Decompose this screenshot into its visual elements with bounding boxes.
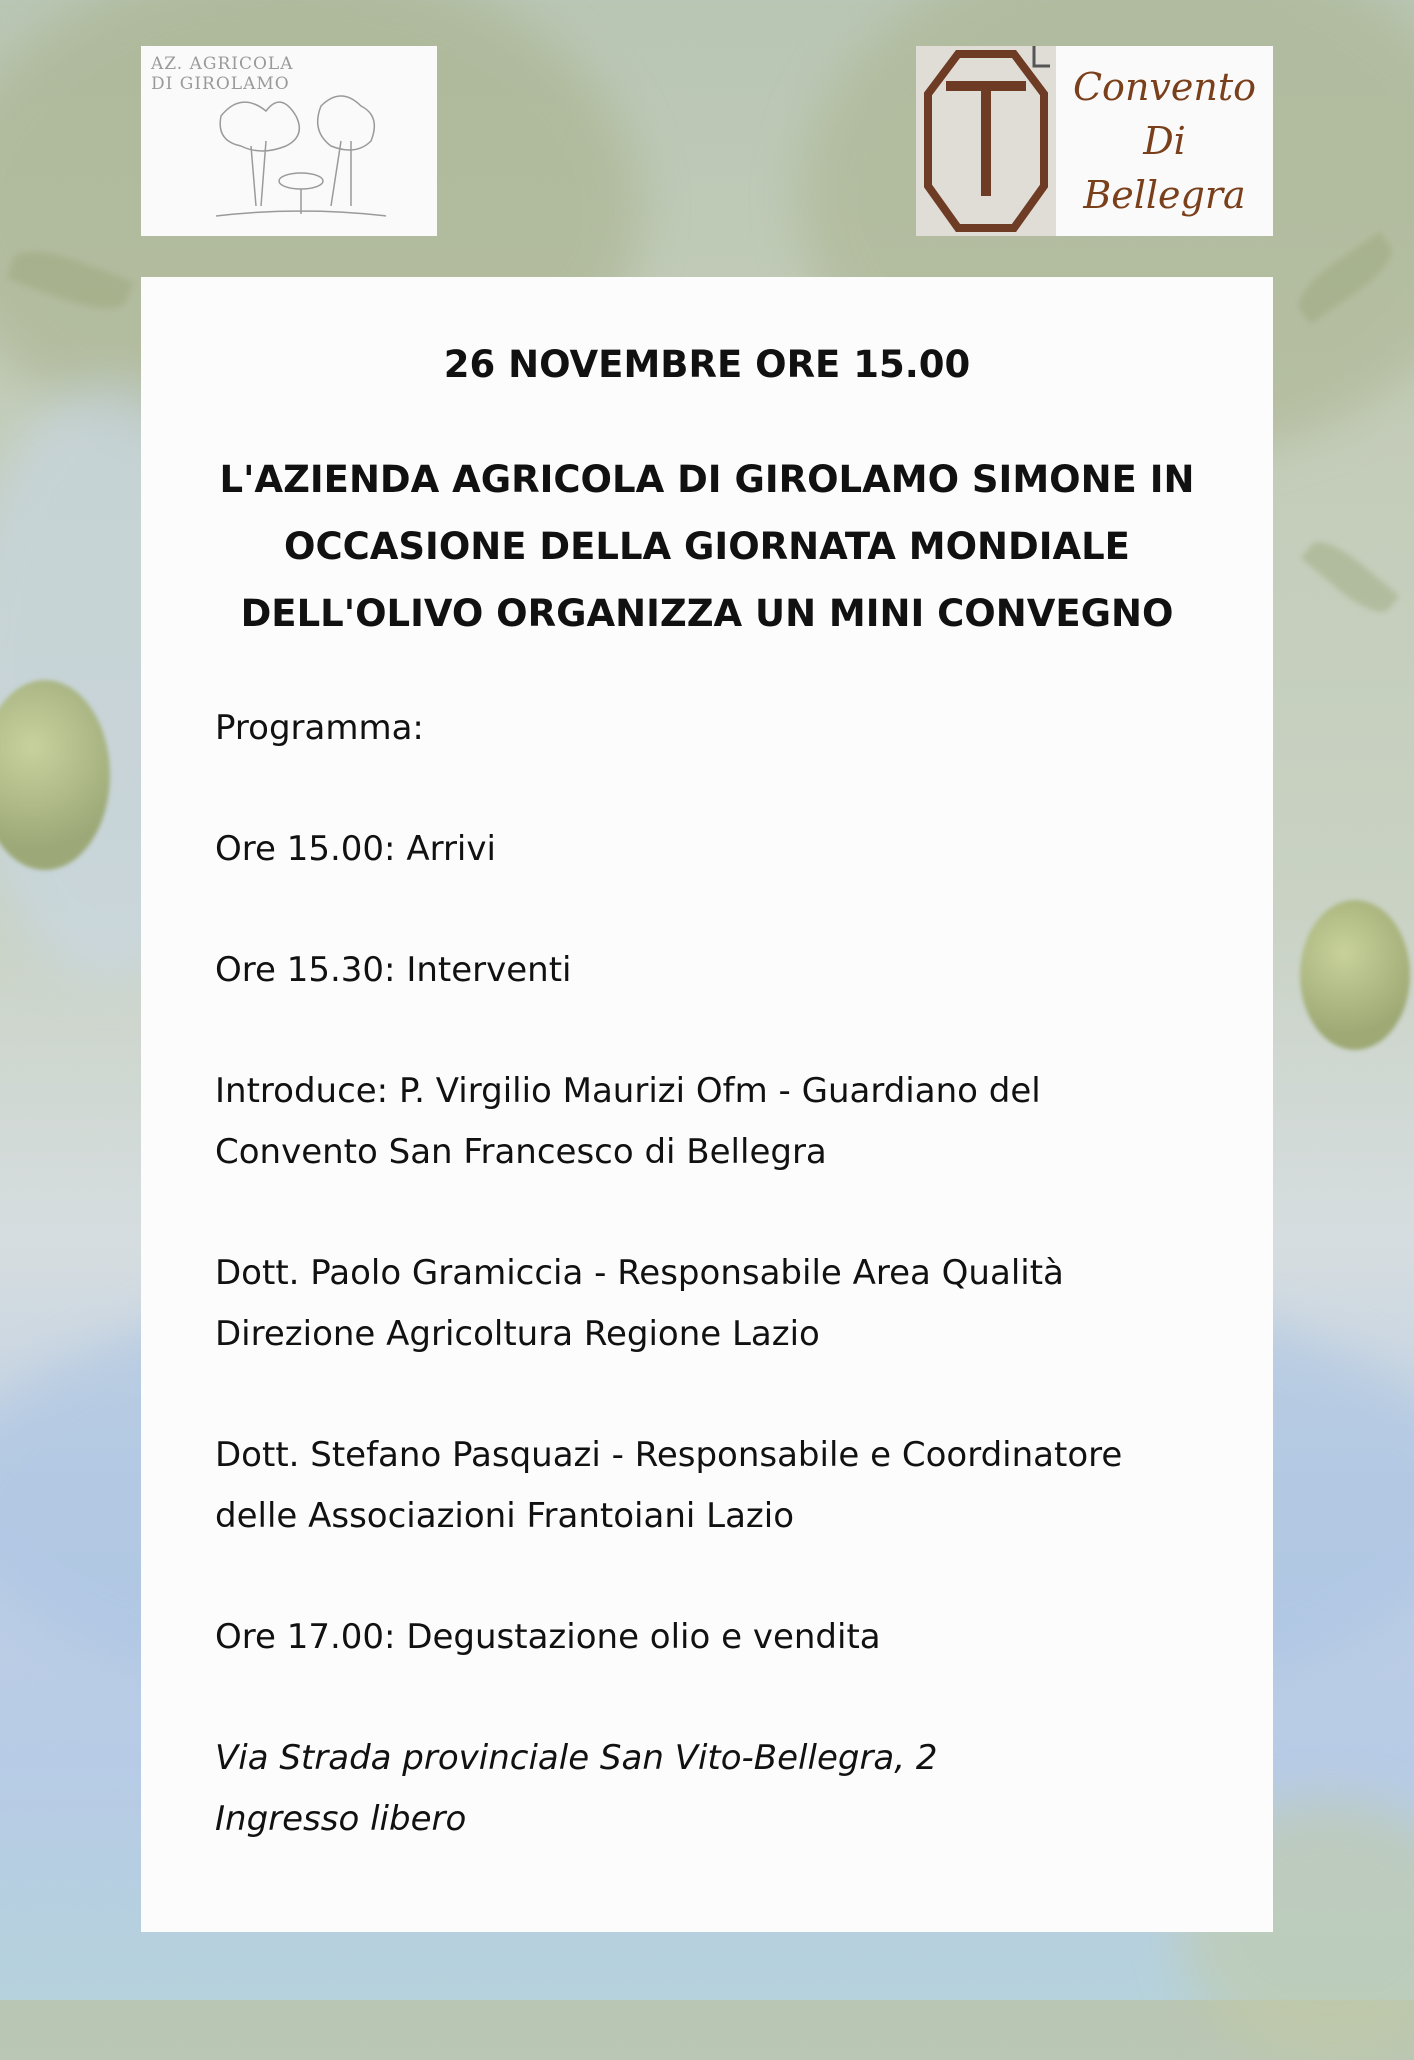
program-item: [215, 1425, 1199, 1547]
event-entry-note: Ingresso libero: [215, 1799, 467, 1839]
program-item-line: Convento San Francesco di Bellegra: [215, 1132, 827, 1172]
olive-leaf: [1301, 532, 1399, 622]
program-item-line: Ore 15.30: Interventi: [215, 950, 572, 990]
event-card: [141, 277, 1273, 1932]
program-item-line: Introduce: P. Virgilio Maurizi Ofm - Guardiano del: [215, 1071, 1041, 1111]
convento-logo-line: Bellegra: [1083, 173, 1246, 217]
agricola-logo-text: AZ. AGRICOLA DI GIROLAMO: [151, 54, 294, 94]
program-item-line: Ore 15.00: Arrivi: [215, 829, 496, 869]
convento-logo: [916, 46, 1273, 236]
program-item-line: delle Associazioni Frantoiani Lazio: [215, 1496, 795, 1536]
event-address: Via Strada provinciale San Vito-Bellegra, 2: [215, 1738, 938, 1778]
agricola-logo: [141, 46, 437, 236]
program-item-line: Dott. Stefano Pasquazi - Responsabile e Coordinatore: [215, 1435, 1123, 1475]
event-headline: [215, 446, 1199, 647]
event-date: 26 NOVEMBRE ORE 15.00: [443, 343, 971, 386]
olive-fruit: [1300, 900, 1410, 1050]
headline-line: DELL'OLIVO ORGANIZZA UN MINI CONVEGNO: [240, 592, 1174, 635]
program-item: [215, 1607, 1199, 1668]
program-item: [215, 940, 1199, 1001]
program-item-line: Dott. Paolo Gramiccia - Responsabile Area Qualità: [215, 1253, 1064, 1293]
convento-logo-line: Convento: [1072, 65, 1256, 109]
convento-logo-text: [1056, 46, 1273, 236]
program-item-line: Direzione Agricoltura Regione Lazio: [215, 1314, 820, 1354]
program-item: [215, 819, 1199, 880]
headline-line: L'AZIENDA AGRICOLA DI GIROLAMO SIMONE IN: [219, 458, 1195, 501]
program-item: [215, 1061, 1199, 1183]
tau-cross-icon: [916, 46, 1056, 236]
headline-line: OCCASIONE DELLA GIORNATA MONDIALE: [284, 525, 1130, 568]
convento-logo-line: Di: [1143, 119, 1186, 163]
tree-drawing-icon: [211, 86, 391, 226]
event-location: [215, 1728, 1199, 1850]
program-label: Programma:: [215, 708, 424, 748]
program-item: [215, 1243, 1199, 1365]
program-item-line: Ore 17.00: Degustazione olio e vendita: [215, 1617, 881, 1657]
